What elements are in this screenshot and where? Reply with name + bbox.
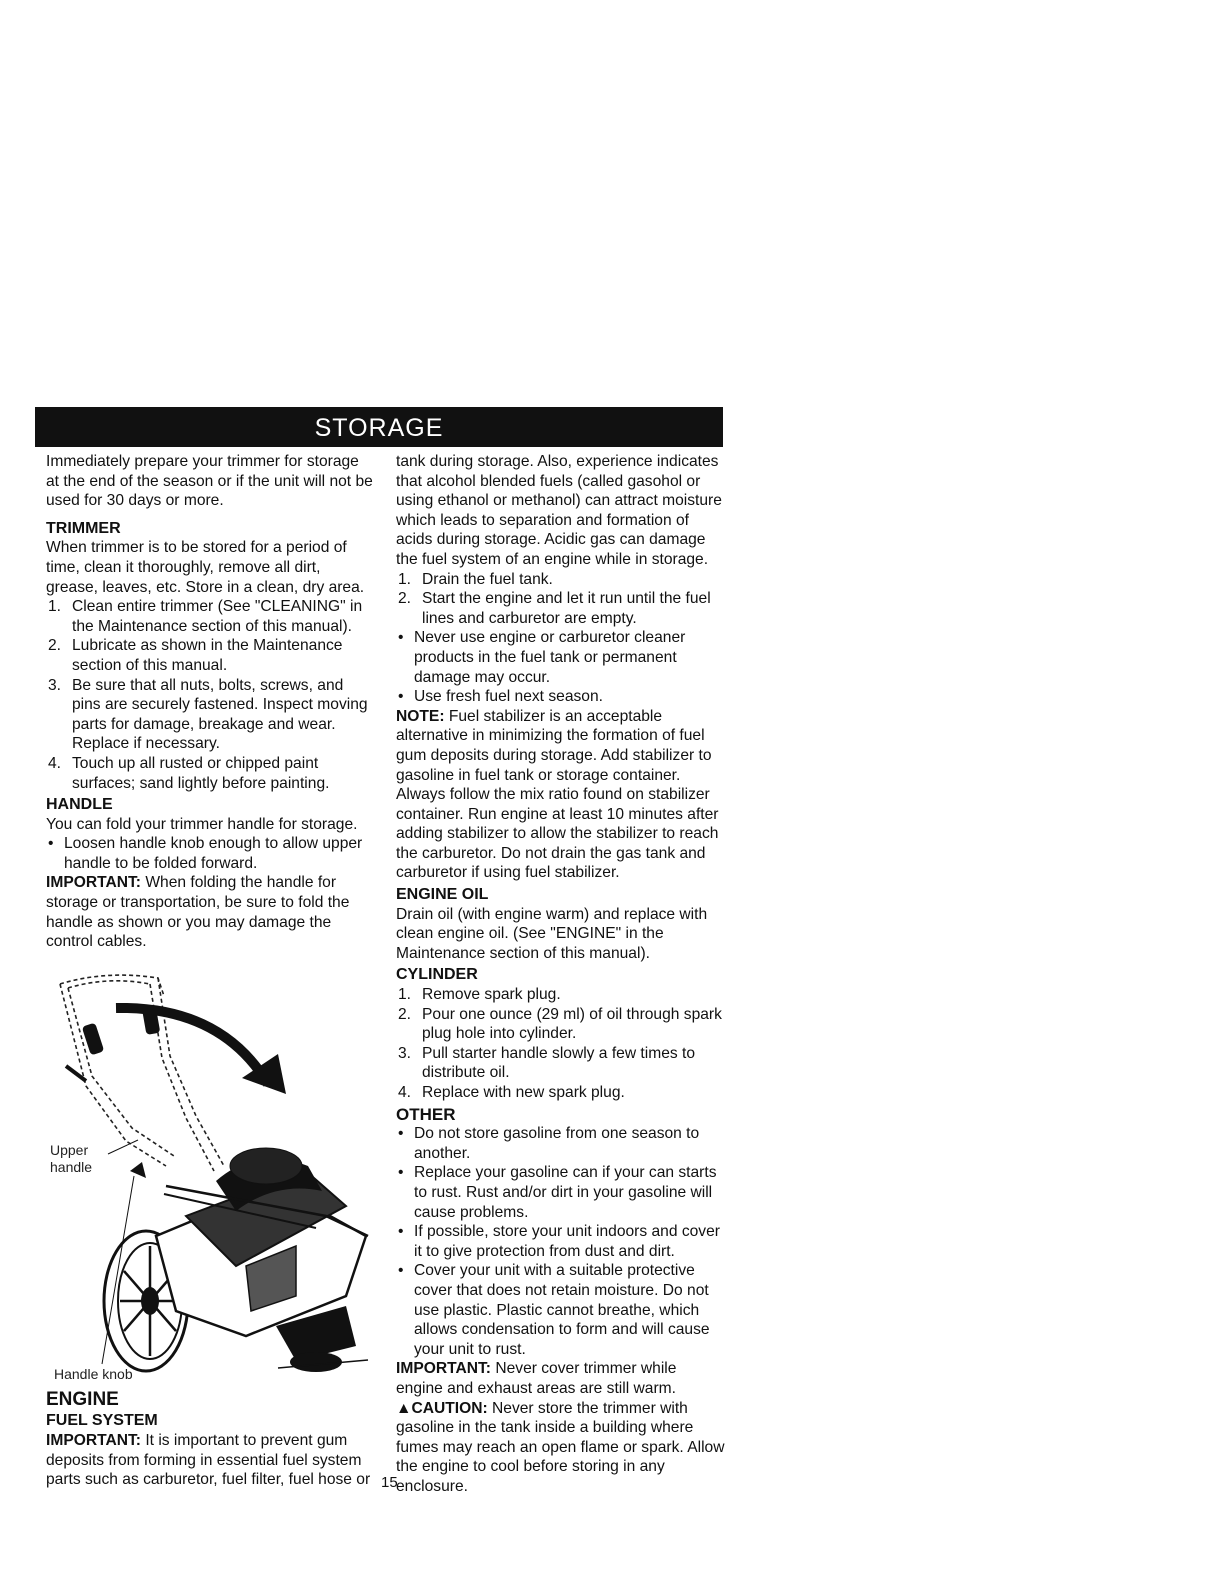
trimmer-steps: [46, 597, 376, 793]
list-item: 3. Pull starter handle slowly a few times to distribute oil.: [398, 1044, 696, 1082]
trimmer-heading: TRIMMER: [46, 519, 121, 537]
list-item: 1. Clean entire trimmer (See "CLEANING" in the Maintenance section of this manual).: [48, 598, 363, 635]
folding-handle-figure: [46, 966, 376, 1384]
list-item: • Replace your gasoline can if your can starts to rust. Rust and/or dirt in your gasoline will cause problems.: [398, 1164, 717, 1221]
fuel-steps: [396, 570, 726, 629]
page-number: 15: [381, 1474, 398, 1491]
fuel-important-paragraph: IMPORTANT: It is important to prevent gum deposits from forming in essential fuel system parts such as carburetor, fuel filter, fuel hose or: [46, 1432, 371, 1489]
engine-oil-heading: ENGINE OIL: [396, 886, 489, 904]
list-item: • Loosen handle knob enough to allow upper handle to be folded forward.: [48, 835, 363, 872]
trimmer-paragraph: When trimmer is to be stored for a period of time, clean it thoroughly, remove all dirt, grease, leaves, etc. Store in a clean, dry area.: [46, 539, 365, 596]
section-title-banner: STORAGE: [35, 407, 723, 447]
handle-heading: HANDLE: [46, 796, 113, 814]
list-item: • Never use engine or carburetor cleaner products in the fuel tank or permanent damage may occur.: [398, 629, 686, 686]
note-paragraph: NOTE: Fuel stabilizer is an acceptable alternative in minimizing the formation of fuel gum deposits during storage. Add stabilizer to gasoline in fuel tank or storage container. Always follow the mix ratio found on stabilizer container. Run engine at least 10 minutes after adding stabilizer to allow the stabilizer to reach the carburetor. Do not drain the gas tank and carburetor if using fuel stabilizer.: [396, 707, 719, 882]
right-column: [396, 452, 726, 1496]
list-item: 2. Pour one ounce (29 ml) of oil through spark plug hole into cylinder.: [398, 1005, 722, 1043]
intro-paragraph: Immediately prepare your trimmer for storage at the end of the season or if the unit will not be used for 30 days or more.: [46, 453, 373, 510]
list-item: 4. Touch up all rusted or chipped paint surfaces; sand lightly before painting.: [48, 754, 330, 792]
handle-knob-label: Handle knob: [54, 1365, 133, 1382]
handle-paragraph: You can fold your trimmer handle for storage.: [46, 815, 358, 833]
cylinder-heading: CYLINDER: [396, 966, 478, 984]
upper-handle-label: Upper handle: [50, 1141, 93, 1175]
list-item: 1. Drain the fuel tank.: [398, 570, 553, 588]
list-item: • Use fresh fuel next season.: [398, 688, 603, 706]
fold-arrow-icon: [116, 1008, 268, 1084]
list-item: • Do not store gasoline from one season to another.: [398, 1125, 700, 1162]
list-item: • Cover your unit with a suitable protective cover that does not retain moisture. Do not use plastic. Plastic cannot breathe, which allows condensation to form and will cause your unit to rust.: [398, 1262, 710, 1358]
list-item: 2. Lubricate as shown in the Maintenance section of this manual.: [48, 637, 343, 674]
list-item: • If possible, store your unit indoors and cover it to give protection from dust and dirt.: [398, 1223, 720, 1260]
fuel-continued-paragraph: tank during storage. Also, experience indicates that alcohol blended fuels (called gasohol or using ethanol or methanol) can attract moisture which leads to separation and formation of acids during storage. Acidic gas can damage the fuel system of an engine while in storage.: [396, 453, 722, 568]
list-item: 1. Remove spark plug.: [398, 986, 561, 1004]
other-heading: OTHER: [396, 1104, 456, 1124]
handle-bullets: [46, 834, 376, 873]
other-bullets: [396, 1124, 726, 1359]
leader-line: [108, 1140, 138, 1154]
left-column: [46, 452, 376, 1490]
caution-paragraph: ▲CAUTION: Never store the trimmer with gasoline in the tank inside a building where fumes may reach an open flame or spark. Allow the engine to cool before storing in any enclosure.: [396, 1399, 725, 1495]
trimmer-head: [290, 1352, 342, 1372]
handle-important-note: IMPORTANT: When folding the handle for storage or transportation, be sure to fold the handle as shown or you may damage the control cables.: [46, 874, 350, 951]
fuel-system-heading: FUEL SYSTEM: [46, 1412, 158, 1430]
list-item: 2. Start the engine and let it run until the fuel lines and carburetor are empty.: [398, 590, 711, 627]
important-cover-note: IMPORTANT: Never cover trimmer while engine and exhaust areas are still warm.: [396, 1360, 677, 1397]
engine-heading: ENGINE: [46, 1388, 119, 1410]
caution-warning-icon: ▲: [396, 1399, 412, 1417]
handle-knob: [130, 1162, 146, 1178]
list-item: 3. Be sure that all nuts, bolts, screws, and pins are securely fastened. Inspect moving parts for damage, breakage and wear. Replace if necessary.: [48, 676, 368, 753]
cylinder-steps: [396, 985, 726, 1103]
list-item: 4. Replace with new spark plug.: [398, 1084, 625, 1101]
fuel-bullets: [396, 628, 726, 706]
engine-oil-paragraph: Drain oil (with engine warm) and replace with clean engine oil. (See "ENGINE" in the Maintenance section of this manual).: [396, 905, 708, 962]
